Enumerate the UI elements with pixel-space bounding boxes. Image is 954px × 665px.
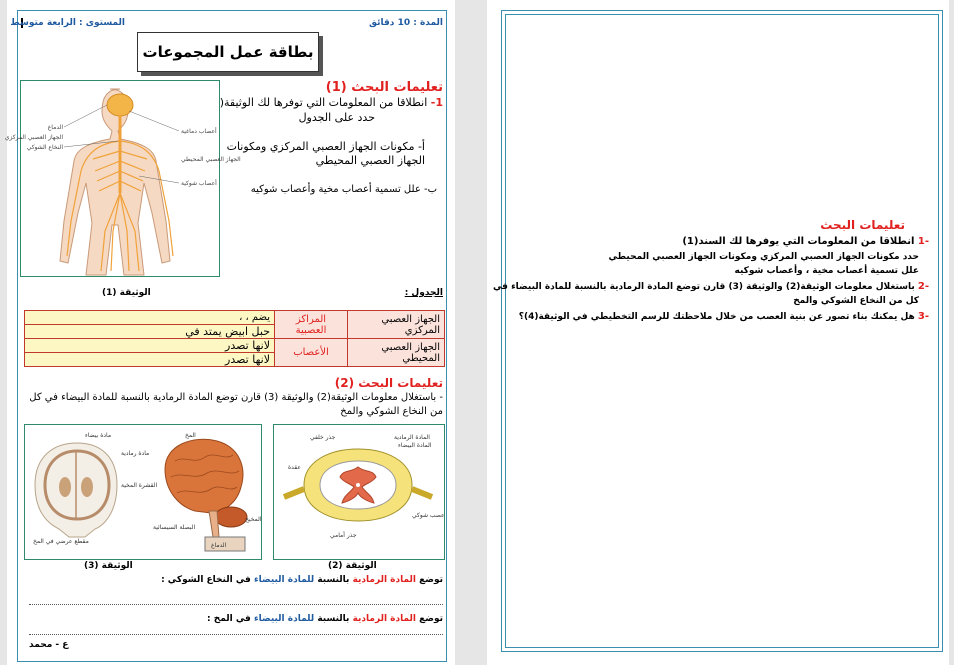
table-cell-spinal: حبل ابيض يمتد في — [25, 325, 275, 339]
fig2-label-ventral-root: جذر أمامي — [330, 532, 357, 539]
answer2-end: في المخ : — [206, 614, 251, 624]
fig1-label-spinal: النخاع الشوكي — [26, 144, 63, 151]
answer1-gray: المادة الرمادية — [352, 575, 416, 585]
doc3-caption: الوثيقة (3) — [84, 561, 133, 571]
answer2-gray: المادة الرمادية — [352, 614, 416, 624]
nervous-system-illustration — [4, 81, 241, 276]
table-cell-brain: يضم ، ، — [25, 311, 275, 325]
fig1-label-brain: الدماغ — [47, 124, 63, 131]
fig3-label-cerebrum: المخ — [185, 432, 196, 439]
answer1-line[interactable] — [29, 604, 443, 605]
fig2-label-gray: المادة الرمادية — [394, 434, 430, 441]
table-cell-nerves: الأعصاب — [275, 339, 348, 367]
right-q3 — [519, 311, 929, 322]
worksheet-page-left — [4, 0, 455, 665]
level-label: المستوى : الرابعة متوسط — [10, 18, 125, 28]
figure3-brain — [24, 424, 262, 560]
right-q3-num: -3 — [917, 311, 929, 322]
right-q1 — [682, 236, 929, 247]
table-label: الجدول : — [404, 288, 443, 298]
fig3-label-gray: مادة رمادية — [121, 450, 150, 457]
section1-item-a2: الجهاز العصبي المحيطي — [315, 154, 425, 167]
table-row — [25, 311, 445, 325]
right-q2-num: -2 — [917, 281, 929, 292]
table-cell-cns: الجهاز العصبي المركزي — [348, 311, 445, 339]
answer2-prefix: توضع — [419, 614, 443, 624]
figure2-spinal-cord — [273, 424, 445, 560]
answer2-line[interactable] — [29, 634, 443, 635]
section2-line2: من النخاع الشوكي والمخ — [340, 406, 443, 417]
right-q1-a: حدد مكونات الجهاز العصبي المركزي ومكونات الجهاز العصبي المحيطي — [608, 252, 919, 262]
fig2-label-white: المادة البيضاء — [398, 442, 432, 449]
figure1-nervous-system — [4, 80, 241, 277]
fig3-label-cerebellum: المخيخ — [245, 516, 262, 523]
section1-title: تعليمات البحث (1) — [325, 80, 443, 95]
table-cell-n2: لانها تصدر — [25, 353, 275, 367]
fig3-label-brain-section: مقطع عرضي في المخ — [33, 538, 89, 545]
right-q2-line1: باستغلال معلومات الوثيقة(2) والوثيقة (3) قارن توضع المادة الرمادية بالنسبة للمادة البيضاء في — [492, 282, 915, 292]
components-table — [24, 310, 445, 367]
section1-item-a1: أ- مكونات الجهاز العصبي المركزي ومكونات — [226, 140, 425, 153]
fig1-label-spinal-nerves: أعصاب شوكية — [181, 180, 217, 187]
table-cell-centers: المراكز العصبية — [275, 311, 348, 339]
brain-illustration — [25, 425, 261, 559]
answer1-prefix: توضع — [419, 575, 443, 585]
fig3-label-medulla: البصلة السيسائية — [153, 524, 196, 531]
right-q2-line2: كل من النخاع الشوكي والمخ — [793, 296, 919, 306]
fig1-label-pns: الجهاز العصبي المحيطي — [181, 156, 241, 163]
right-q1-b: علل تسمية أعصاب مخية ، وأعصاب شوكيه — [734, 266, 919, 276]
table-cell-n1: لانها تصدر — [25, 339, 275, 353]
section1-qsub: حدد على الجدول — [298, 111, 375, 124]
section2-title: تعليمات البحث (2) — [334, 376, 443, 390]
spinal-cord-illustration — [274, 425, 444, 559]
section1-qtext: انطلاقا من المعلومات التي توفرها لك الوثيقة( — [219, 96, 428, 109]
fig1-label-cns: الجهاز العصبي المركزي — [4, 134, 63, 141]
right-q1-text: انطلاقا من المعلومات التي يوفرها لك السند(1) — [682, 236, 915, 247]
worksheet-page-right — [487, 0, 949, 665]
section2-line1: - باستغلال معلومات الوثيقة(2) والوثيقة (3) قارن توضع المادة الرمادية بالنسبة للمادة البيضاء في كل — [29, 392, 443, 403]
author-label: ع - محمد — [29, 640, 69, 650]
answer2-mid: بالنسبة — [317, 614, 350, 624]
table-cell-pns: الجهاز العصبي المحيطي — [348, 339, 445, 367]
fig2-label-ganglion: عقدة — [288, 464, 301, 471]
answer1-mid: بالنسبة — [317, 575, 350, 585]
doc1-caption: الوثيقة (1) — [102, 288, 151, 298]
fig2-label-dorsal-root: جذر خلفي — [310, 434, 336, 441]
answer1-white: للمادة البيضاء — [253, 575, 315, 585]
fig1-label-cranial: أعصاب دماغية — [181, 128, 217, 135]
fig3-label-white: مادة بيضاء — [85, 432, 112, 439]
fig3-label-encephalon: الدماغ — [211, 542, 227, 549]
right-q2 — [493, 281, 929, 292]
card-title: بطاقة عمل المجموعات — [142, 43, 314, 61]
table-row — [25, 339, 445, 353]
duration-label: المدة : 10 دقائق — [369, 18, 443, 28]
doc2-caption: الوثيقة (2) — [328, 561, 377, 571]
right-q1-num: -1 — [917, 236, 929, 247]
section1-qnum: 1- — [430, 96, 443, 109]
card-title-box — [137, 32, 319, 72]
right-title: تعليمات البحث — [820, 218, 905, 232]
right-q3-text: هل يمكنك بناء تصور عن بنية العصب من خلال ملاحظتك للرسم التخطيطي في الوثيقة(4)؟ — [518, 312, 915, 322]
answer2-white: للمادة البيضاء — [253, 614, 315, 624]
answer1-end: في النخاع الشوكي : — [161, 575, 251, 585]
section1-question — [201, 96, 443, 109]
fig2-label-nerve: عصب شوكي — [412, 512, 445, 519]
answer1-prompt — [161, 575, 443, 585]
fig3-label-cortex: القشرة المخية — [121, 482, 158, 489]
answer2-prompt — [207, 614, 443, 624]
section1-item-b: ب- علل تسمية أعصاب مخية وأعصاب شوكيه — [250, 184, 437, 195]
page-border-inner — [505, 14, 939, 648]
